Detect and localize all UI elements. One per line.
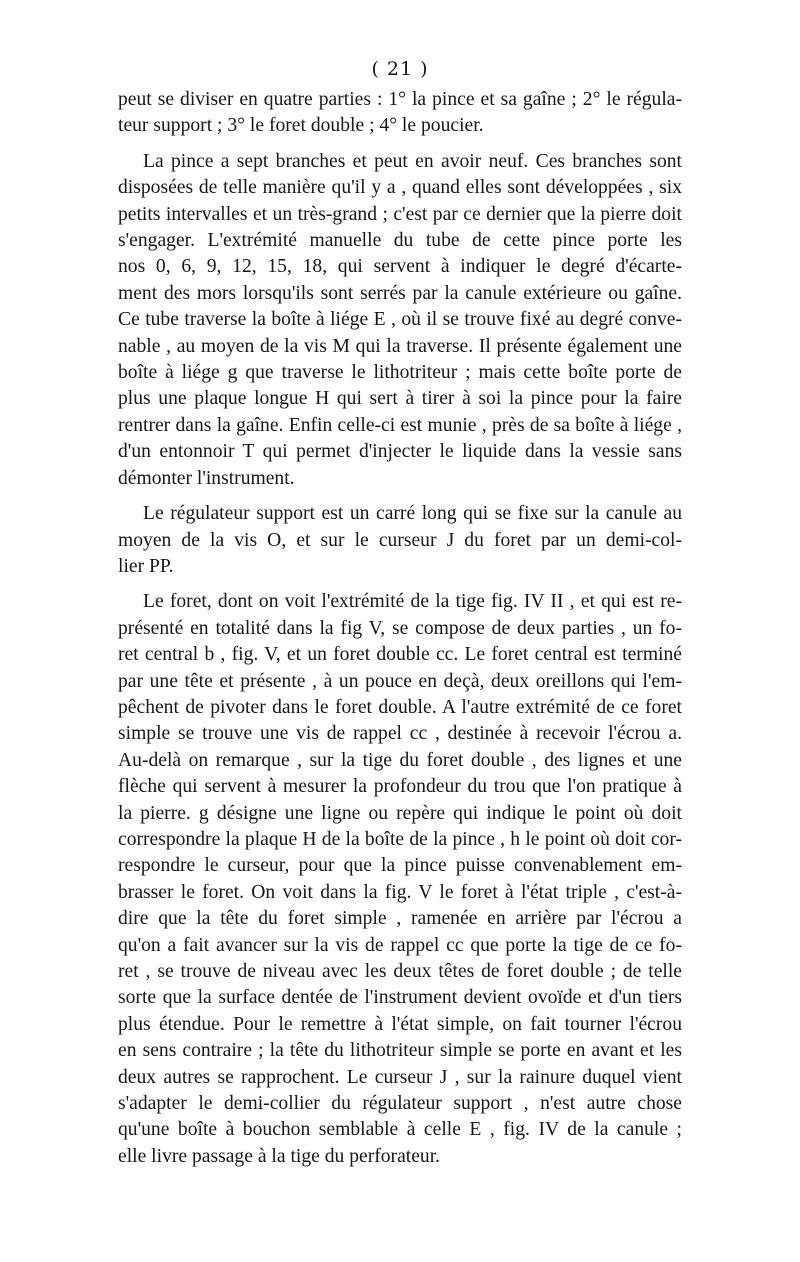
text-line: démonter l'instrument.	[118, 467, 295, 489]
text-line: moyen de la vis O, et sur le curseur J du foret par un demi-col-	[118, 529, 682, 551]
text-line: La pince a sept branches et peut en avoir neuf. Ces branches sont	[143, 150, 682, 172]
text-line: pêchent de pivoter dans le foret double. A l'autre extrémité de ce foret	[118, 696, 682, 718]
text-line: rentrer dans la gaîne. Enfin celle-ci est munie , près de sa boîte à liége ,	[118, 414, 682, 436]
text-line: flèche qui servent à mesurer la profondeur du trou que l'on pratique à	[118, 776, 682, 798]
text-line: dire que la tête du foret simple , ramenée en arrière par l'écrou a	[118, 908, 682, 930]
text-line: peut se diviser en quatre parties : 1° la pince et sa gaîne ; 2° le régula-	[118, 89, 682, 110]
text-line: ment des mors lorsqu'ils sont serrés par la canule extérieure ou gaîne.	[118, 282, 682, 304]
text-line: la pierre. g désigne une ligne ou repère qui indique le point où doit	[118, 802, 682, 824]
text-line: présenté en totalité dans la fig V, se compose de deux parties , un fo-	[118, 617, 682, 639]
text-line: petits intervalles et un très-grand ; c'est par ce dernier que la pierre doit	[118, 203, 682, 225]
text-line: simple se trouve une vis de rappel cc , destinée à recevoir l'écrou a.	[118, 723, 682, 745]
text-line: en sens contraire ; la tête du lithotriteur simple se porte en avant et les	[118, 1040, 682, 1062]
text-line: par une tête et présente , à un pouce en deçà, deux oreillons qui l'em-	[118, 670, 682, 692]
text-line: s'adapter le demi-collier du régulateur support , n'est autre chose	[118, 1093, 682, 1115]
text-line: plus étendue. Pour le remettre à l'état simple, on fait tourner l'écrou	[118, 1013, 682, 1035]
text-line: elle livre passage à la tige du perforateur.	[118, 1145, 441, 1167]
text-line: d'un entonnoir T qui permet d'injecter le liquide dans la vessie sans	[118, 441, 682, 463]
paragraph	[118, 149, 682, 492]
text-line: nable , au moyen de la vis M qui la traverse. Il présente également une	[118, 335, 682, 357]
paragraph	[118, 589, 682, 1170]
text-line: qu'une boîte à bouchon semblable à celle E , fig. IV de la canule ;	[118, 1119, 682, 1141]
text-line: boîte à liége g que traverse le lithotriteur ; mais cette boîte porte de	[118, 362, 682, 384]
text-line: respondre le curseur, pour que la pince puisse convenablement em-	[118, 855, 682, 877]
text-line: nos 0, 6, 9, 12, 15, 18, qui servent à indiquer le degré d'écarte-	[118, 256, 682, 278]
text-line: ret central b , fig. V, et un foret double cc. Le foret central est terminé	[118, 644, 682, 666]
text-line: ret , se trouve de niveau avec les deux têtes de foret double ; de telle	[118, 961, 682, 982]
text-line: teur support ; 3° le foret double ; 4° le poucier.	[118, 115, 484, 137]
text-line: correspondre la plaque H de la boîte de la pince , h le point où doit cor-	[118, 828, 682, 850]
body-text	[118, 87, 682, 1170]
text-line: Le régulateur support est un carré long qui se fixe sur la canule au	[143, 503, 682, 525]
text-line: Ce tube traverse la boîte à liége E , où il se trouve fixé au degré conve-	[118, 309, 682, 331]
page-number: ( 21 )	[371, 58, 429, 80]
text-line: disposées de telle manière qu'il y a , quand elles sont développées , six	[118, 177, 682, 199]
paragraph	[118, 87, 682, 140]
text-line: lier PP.	[118, 555, 174, 577]
text-line: brasser le foret. On voit dans la fig. V le foret à l'état triple , c'est-à-	[118, 881, 682, 903]
text-line: Le foret, dont on voit l'extrémité de la tige fig. IV II , et qui est re-	[143, 591, 682, 613]
paragraph	[118, 501, 682, 580]
text-line: s'engager. L'extrémité manuelle du tube de cette pince porte les	[118, 230, 682, 252]
text-line: plus une plaque longue H qui sert à tirer à soi la pince pour la faire	[118, 388, 682, 410]
text-line: Au-delà on remarque , sur la tige du foret double , des lignes et une	[118, 749, 682, 771]
text-line: qu'on a fait avancer sur la vis de rappel cc que porte la tige de ce fo-	[118, 934, 682, 956]
text-line: sorte que la surface dentée de l'instrument devient ovoïde et d'un tiers	[118, 987, 682, 1009]
text-line: deux autres se rapprochent. Le curseur J , sur la rainure duquel vient	[118, 1066, 682, 1088]
